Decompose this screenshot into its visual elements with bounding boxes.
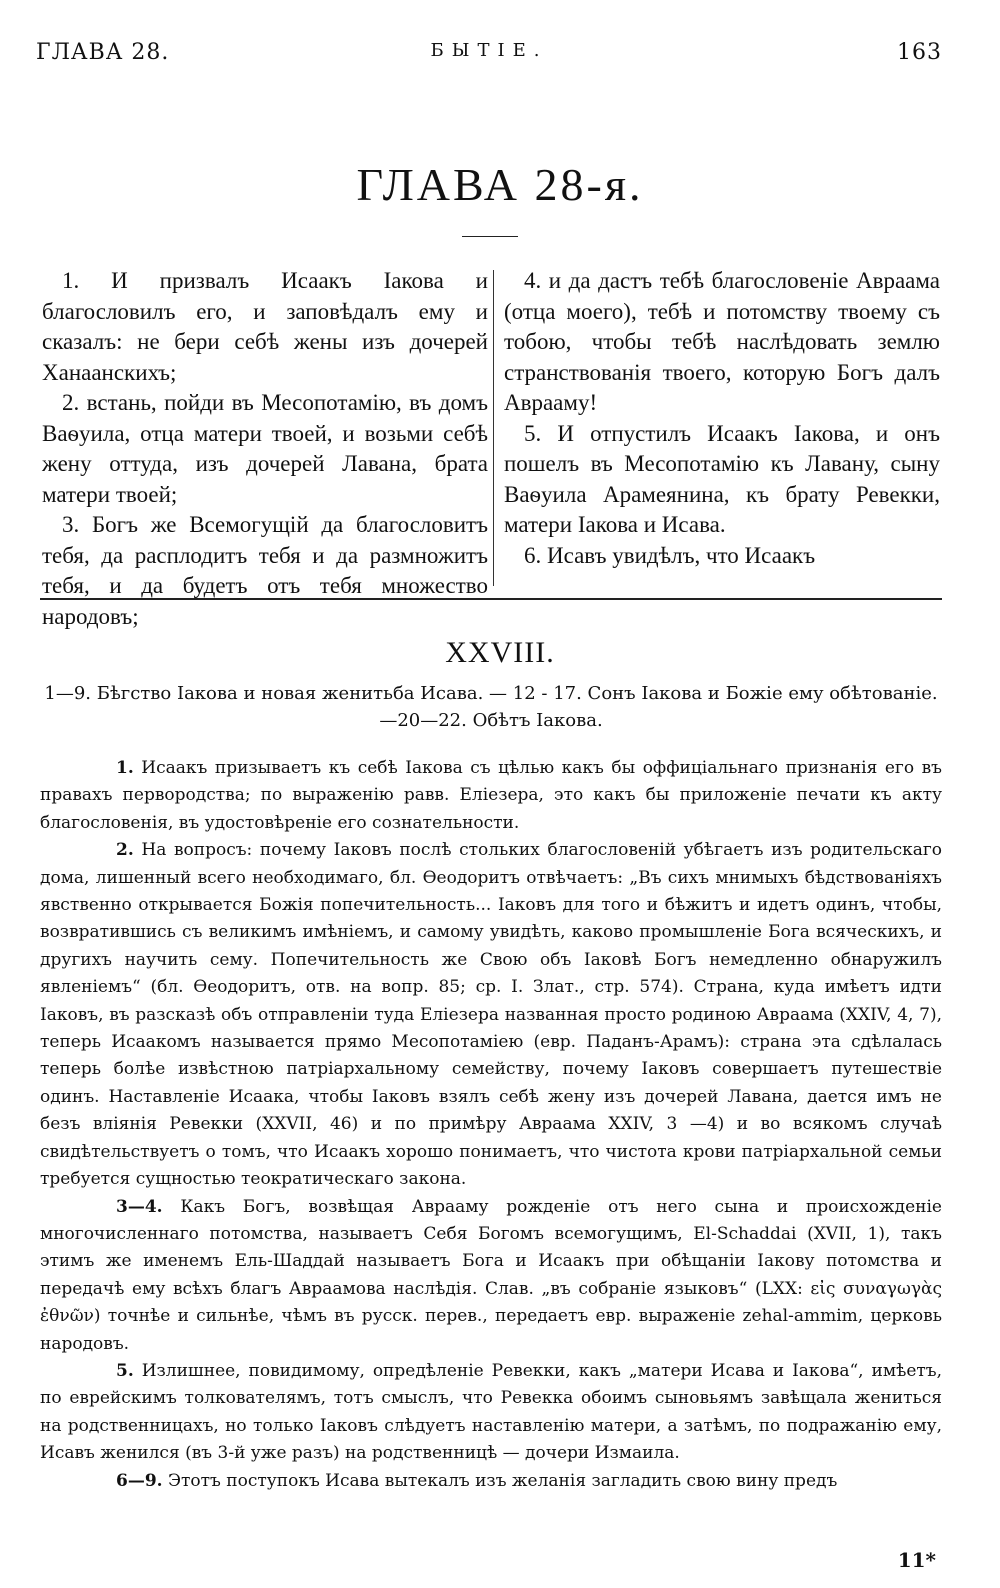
comment-paragraph — [40, 1468, 942, 1495]
column-divider — [493, 270, 494, 586]
running-header — [36, 40, 942, 76]
scripture-left-column — [42, 266, 488, 632]
comment-paragraph — [40, 1358, 942, 1468]
comment-text: Этотъ поступокъ Исава вытекалъ изъ желанія загладить свою вину предъ — [167, 1470, 838, 1491]
verse-3: 3. Богъ же Всемогущій да благословитъ тебя, да расплодитъ тебя и да размножитъ тебя, и да будетъ отъ тебя множество народовъ; — [42, 512, 488, 629]
section-heading: XXVIII. — [445, 636, 555, 669]
running-header-book: БЫТІЕ. — [430, 40, 548, 61]
comment-number: 6—9. — [116, 1470, 163, 1491]
comment-text: На вопросъ: почему Іаковъ послѣ стольких благословеній убѣгаетъ изъ родительскаго дома, лишенный всего необходимаго, бл. Ѳеодоритъ отвѣчаетъ: „Въ сихъ мнимыхъ бѣдствованіяхъ явственно открывается Божія попечительность... Іаковъ для того и бѣжитъ и идетъ одинъ, чтобы, возвратившись съ великимъ имѣніемъ, и самому увидѣть, каково промышленіе Бога всяческихъ, и другихъ научить сему. Попечительность же Свою объ Іаковѣ Богъ немедленно обнаружилъ явленіемъ“ (бл. Ѳеодоритъ, отв. на вопр. 85; ср. I. Злат., стр. 574). Страна, куда имѣетъ идти Іаковъ, въ разсказѣ объ отправленіи туда Еліезера названная просто родиною Авраама (XXIV, 4, 7), теперь Исаакомъ называется прямо Месопотаміею (евр. Паданъ-Арамъ): страна эта сдѣлалась теперь болѣе извѣстною патріархальному семейству, почему Іаковъ совершаетъ путешествіе одинъ. Наставленіе Исаака, чтобы Іаковъ взялъ себѣ жену изъ дочерей Лавана, дается имъ не безъ вліянія Ревекки (XXVII, 46) и по примѣру Авраама XXIV, 3 —4) и во всякомъ случаѣ свидѣтельствуетъ о томъ, что Исаакъ хорошо понимаетъ, что чистота крови патріархальной семьи требуется сущностью теократическаго закона. — [40, 840, 942, 1190]
comment-number: 2. — [116, 840, 134, 861]
section-summary: 1—9. Бѣгство Іакова и новая женитьба Исава. — 12 - 17. Сонъ Іакова и Божіе ему обѣтованіе.—20—22. Обѣтъ Іакова. — [44, 683, 938, 731]
scripture-text — [40, 266, 942, 629]
comment-number: 1. — [116, 758, 134, 778]
section-rule — [40, 598, 942, 600]
verse-6: 6. Исавъ увидѣлъ, что Исаакъ — [524, 542, 816, 568]
scripture-right-column — [504, 266, 940, 571]
verse-5: 5. И отпустилъ Исаакъ Іакова, и онъ пошелъ въ Месопотамію къ Лавану, сыну Ваѳуила Арамеянина, къ брату Ревекки, матери Іакова и Исава. — [504, 420, 940, 537]
verse-4: 4. и да дастъ тебѣ благословеніе Авраама (отца моего), тебѣ и потомству твоему съ тобою, чтобы тебѣ наслѣдовать землю странствованія твоего, которую Богъ далъ Аврааму! — [504, 268, 940, 415]
verse-2: 2. встань, пойди въ Месопотамію, въ домъ Ваѳуила, отца матери твоей, и возьми себѣ жену оттуда, изъ дочерей Лавана, брата матери твоей; — [42, 390, 488, 507]
page-number: 163 — [897, 40, 942, 65]
signature-mark: 11* — [897, 1548, 936, 1572]
comment-paragraph — [40, 755, 942, 837]
verse-1: 1. И призвалъ Исаакъ Іакова и благословилъ его, и заповѣдалъ ему и сказалъ: не бери себѣ жены изъ дочерей Ханаанскихъ; — [42, 268, 488, 385]
chapter-title: ГЛАВА 28-я. — [356, 159, 644, 210]
title-rule — [462, 236, 518, 237]
comment-number: 5. — [116, 1360, 134, 1381]
comment-text: Какъ Богъ, возвѣщая Аврааму рожденіе отъ него сына и происхожденіе многочисленнаго потомства, называетъ Себя Богомъ всемогущимъ, El-Schaddai (XVII, 1), такъ этимъ же именемъ Ель-Шаддай называетъ Бога и Исаакъ при обѣщаніи Іакову потомства и передачѣ ему всѣхъ благъ Авраамова наслѣдія. Слав. „въ собраніе языковъ“ (LXX: εἰς συναγωγὰς ἐθνῶν) точнѣе и сильнѣе, чѣмъ въ русск. перев., передаетъ евр. выраженіе zehal-ammim, церковь народовъ. — [40, 1196, 942, 1354]
commentary — [40, 755, 942, 1495]
comment-text: Излишнее, повидимому, опредѣленіе Ревекки, какъ „матери Исава и Іакова“, имѣетъ, по еврейскимъ толкователямъ, тотъ смыслъ, что Ревекка обоимъ сыновьямъ завѣщала жениться на родственницахъ, но только Іаковъ слѣдуетъ наставленію матери, а затѣмъ, по подражанію ему, Исавъ женился (въ 3-й уже разъ) на родственницѣ — дочери Измаила. — [40, 1360, 943, 1464]
comment-text: Исаакъ призываетъ къ себѣ Іакова съ цѣлью какъ бы оффиціальнаго признанія его въ правахъ первородства; по выраженію равв. Еліезера, это какъ бы приложеніе печати къ акту благословенія, въ удостовѣреніе его сознательности. — [40, 758, 942, 833]
comment-paragraph — [40, 1194, 942, 1358]
running-header-chapter: ГЛАВА 28. — [36, 40, 170, 65]
comment-paragraph — [40, 837, 942, 1193]
comment-number: 3—4. — [116, 1196, 163, 1217]
